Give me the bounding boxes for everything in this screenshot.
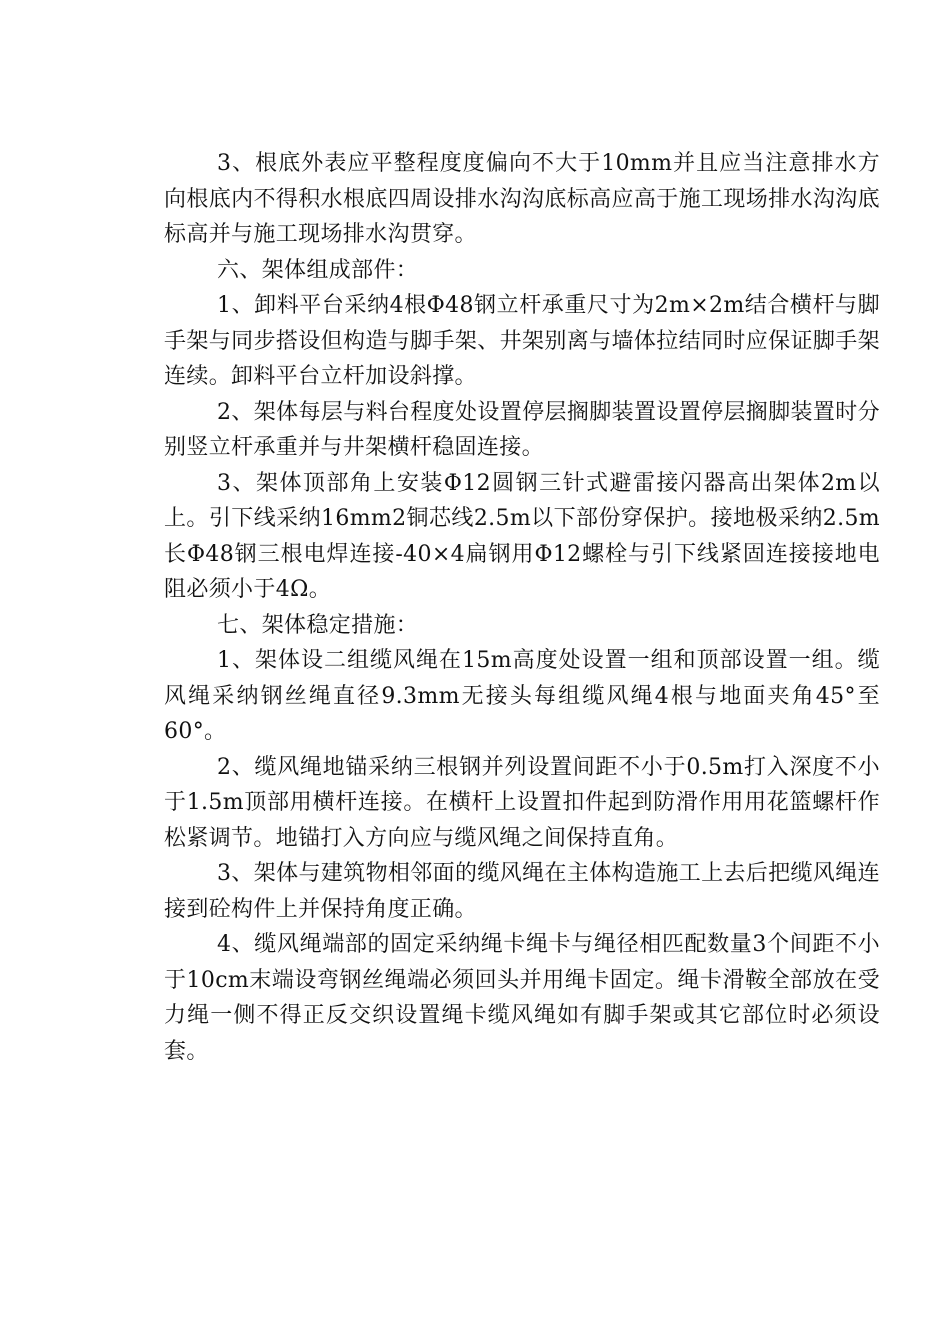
paragraph-floor-stop-device: 2、架体每层与料台程度处设置停层搁脚装置设置停层搁脚装置时分别竖立杆承重并与井架横杆稳固连接。	[164, 399, 880, 460]
section-heading-six: 六、架体组成部件：	[217, 257, 419, 283]
paragraph-lightning-protection: 3、架体顶部角上安装Φ12圆钢三针式避雷接闪器高出架体2m以上。引下线采纳16mm2铜芯线2.5m以下部份穿保护。接地极采纳2.5m长Φ48钢三根电焊连接-40×4扁钢用Φ12螺栓与引下线紧固连接接地电阻必须小于4Ω。	[164, 470, 880, 602]
paragraph-rope-clamp: 4、缆风绳端部的固定采纳绳卡绳卡与绳径相匹配数量3个间距不小于10cm末端设弯钢丝绳端必须回头并用绳卡固定。绳卡滑鞍全部放在受力绳一侧不得正反交织设置绳卡缆风绳如有脚手架或其它部位时必须设套。	[164, 932, 880, 1064]
section-heading-seven: 七、架体稳定措施：	[217, 612, 419, 638]
paragraph-guy-rope-groups: 1、架体设二组缆风绳在15m高度处设置一组和顶部设置一组。缆风绳采纳钢丝绳直径9.3mm无接头每组缆风绳4根与地面夹角45°至60°。	[164, 648, 880, 744]
paragraph-adjacent-guy-rope: 3、架体与建筑物相邻面的缆风绳在主体构造施工上去后把缆风绳连接到砼构件上并保持角度正确。	[164, 861, 880, 922]
paragraph-ground-anchor: 2、缆风绳地锚采纳三根钢并列设置间距不小于0.5m打入深度不小于1.5m顶部用横杆连接。在横杆上设置扣件起到防滑作用用花篮螺杆作松紧调节。地锚打入方向应与缆风绳之间保持直角。	[164, 754, 880, 851]
paragraph-unloading-platform: 1、卸料平台采纳4根Φ48钢立杆承重尺寸为2m×2m结合横杆与脚手架与同步搭设但构造与脚手架、井架别离与墙体拉结同时应保证脚手架连续。卸料平台立杆加设斜撑。	[164, 293, 880, 389]
paragraph-base-drainage: 3、根底外表应平整程度度偏向不大于10mm并且应当注意排水方向根底内不得积水根底四周设排水沟沟底标高应高于施工现场排水沟沟底标高并与施工现场排水沟贯穿。	[164, 151, 880, 247]
document-body	[164, 146, 880, 1069]
